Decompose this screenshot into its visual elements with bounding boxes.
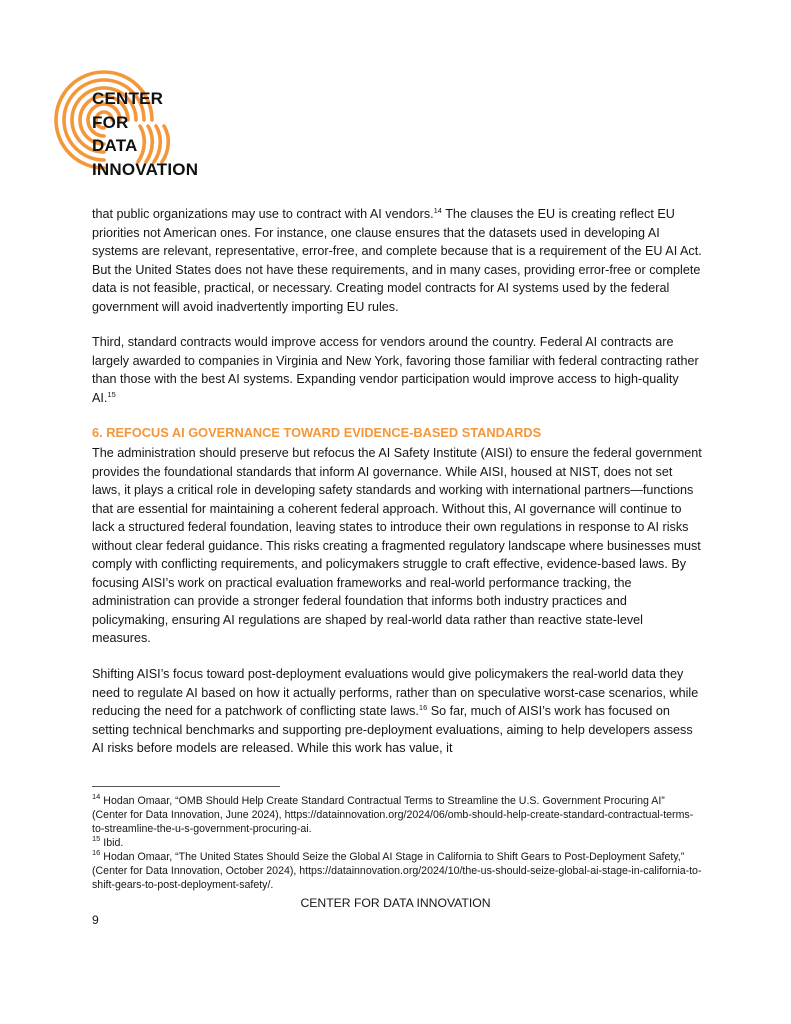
body-paragraph-1 [92,205,702,316]
paragraph-text: The clauses the EU is creating reflect EU priorities not American ones. For instance, one clause ensures that the datasets used in developing AI systems are relevant, representative, error-free, and complete because that is a requirement of the EU AI Act. But the United States does not have these requirements, and in many cases, providing error-free or complete data is not feasible, practical, or necessary. Creating model contracts for AI systems used by the federal government will avoid inadvertently importing EU rules. [92,207,702,314]
logo-line-1: CENTER [92,89,164,108]
footnote-15 [92,836,702,850]
footnote-14 [92,794,702,836]
footnote-ref-16[interactable]: 16 [418,703,428,712]
body-paragraph-3: The administration should preserve but refocus the AI Safety Institute (AISI) to ensure the federal government provides the foundational standards that inform AI governance. While AISI, housed at NIST, does not set laws, it plays a critical role in developing safety standards and working with international partners—functions that are essential for maintaining a coherent federal approach. Without this, AI governance will continue to lack a structured federal foundation, leaving states to introduce their own regulations in response to AI risks without clear federal guidance. This risks creating a fragmented regulatory landscape where businesses must comply with conflicting requirements, and policymakers struggle to craft effective, evidence-based laws. By focusing AISI’s work on practical evaluation frameworks and real-world performance tracking, the administration can provide a stronger federal foundation that informs both industry practices and policymaking, ensuring AI regulations are shaped by real-world data rather than reactive state-level measures. [92,446,702,645]
footnote-16 [92,850,702,892]
page-number: 9 [92,913,99,927]
page-footer: CENTER FOR DATA INNOVATION [300,896,491,910]
footnote-text: Ibid. [100,837,124,849]
body-paragraph-2 [92,333,702,407]
logo-line-3: DATA [92,136,138,155]
footnote-number: 16 [92,848,101,857]
paragraph-text: Shifting AISI’s focus toward post-deployment evaluations would give policymakers the real-world data they need to regulate AI based on how it actually performs, rather than on speculative worst-case scenarios, while reducing the need for a patchwork of conflicting state laws. [92,667,699,718]
footnote-ref-15[interactable]: 15 [107,389,116,399]
body-paragraph-4 [92,665,702,758]
logo-line-4: INNOVATION [92,159,199,179]
logo-text [92,87,198,181]
footnote-divider [92,786,280,787]
paragraph-text: that public organizations may use to contract with AI vendors. [92,207,434,221]
paragraph-text: So far, much of AISI’s work has focused on setting technical benchmarks and supporting pre-deployment evaluations, aiming to help developers assess AI risks before models are released. While this work has value, it [92,704,693,755]
footnote-number: 15 [92,834,101,843]
footnotes [92,794,702,892]
footnote-number: 14 [92,792,101,801]
section-heading: 6. REFOCUS AI GOVERNANCE TOWARD EVIDENCE-BASED STANDARDS [92,425,542,440]
footnote-text[interactable]: Hodan Omaar, “OMB Should Help Create Standard Contractual Terms to Streamline the U.S. Government Procuring AI” (Center for Data Innovation, June 2024), https://datainnovation.org/2024/06/omb-should-help-create-standard-contractual-terms-to-streamline-the-u-s-government-procuring-ai. [92,795,694,835]
paragraph-text: Third, standard contracts would improve access for vendors around the country. Federal AI contracts are largely awarded to companies in Virginia and New York, favoring those familiar with federal contracting rather than those with the best AI systems. Expanding vendor participation would improve access to high-quality AI. [92,335,699,405]
footnote-text[interactable]: Hodan Omaar, “The United States Should Seize the Global AI Stage in California to Shift Gears to Post-Deployment Safety,” (Center for Data Innovation, October 2024), https://datainnovation.org/2024/10/the-us-should-seize-global-ai-stage-in-california-to-shift-gears-to-post-deployment-safety/. [92,851,702,891]
logo-line-2: FOR [92,112,129,132]
footnote-ref-14[interactable]: 14 [433,206,442,215]
